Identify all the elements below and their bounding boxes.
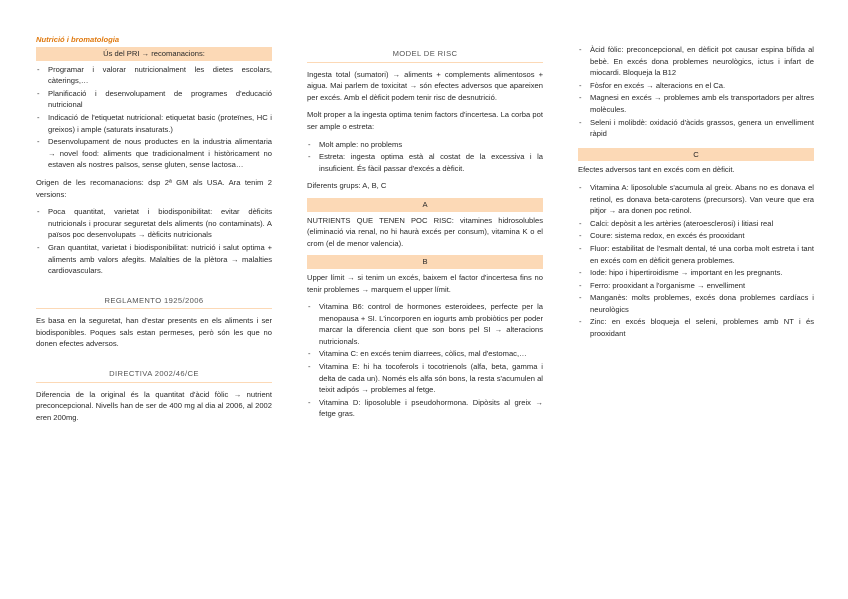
versions-list	[36, 206, 272, 277]
origin-paragraph: Origen de les recomanacions: dsp 2ª GM als USA. Ara tenim 2 versions:	[36, 177, 272, 199]
section-title-directiva: DIRECTIVA 2002/46/CE	[36, 366, 272, 383]
section-title-reglamento: REGLAMENTO 1925/2006	[36, 293, 272, 310]
list-item: - Gran quantitat, varietat i biodisponibilitat: nutrició i salut optima + aliments amb valors afegits. Malalties de la plètora → malalties cardiovasculars.	[36, 242, 272, 277]
groups-paragraph: Diferents grups: A, B, C	[307, 181, 387, 191]
list-item: - Vitamina D: liposoluble i pseudohormona. Dipòsits al greix → fetge gras.	[307, 397, 543, 420]
group-c-paragraph: Efectes adversos tant en excés com en dèficit.	[578, 165, 735, 175]
reglamento-paragraph: Es basa en la seguretat, han d'estar presents en els aliments i ser biodisponibles. Poques sals estan permeses, però són les que no donen efectes adversos.	[36, 316, 272, 349]
list-item: - Programar i valorar nutricionalment les dietes escolars, càterings,…	[36, 64, 272, 87]
list-item: - Estreta: ingesta optima està al costat de la excessiva i la insuficient. És fàcil passar d'excés a dèficit.	[307, 151, 543, 174]
group-b-list	[307, 301, 543, 420]
pri-uses-list	[36, 64, 272, 171]
list-item: - Vitamina A: liposoluble s'acumula al greix. Abans no es donava el retinol, es donava beta-carotens (precursors). Van veure que era pitjor → ara donen poc retinol.	[578, 182, 814, 217]
list-item: - Vitamina E: hi ha tocoferols i tocotrienols (alfa, beta, gamma i delta de cada un). Només els alfa són bons, la resta s'acumulen al teixit adipós → problemes al fetge.	[307, 361, 543, 396]
list-item: - Fluor: estabilitat de l'esmalt dental, té una corba molt estreta i tant en excés com en dèficit genera problemes.	[578, 243, 814, 266]
section-band-c: C	[578, 148, 814, 162]
directiva-paragraph: Diferencia de la original és la quantitat d'àcid fòlic → nutrient preconcepcional. Nivells han de ser de 400 mg al dia al 2006, al 2002 eren 200mg.	[36, 389, 272, 422]
column-3	[578, 44, 814, 346]
list-item: - Seleni i molibdè: oxidació d'àcids grassos, genera un envelliment ràpid	[578, 117, 814, 140]
list-item: - Calci: depòsit a les artèries (ateroesclerosi) i litiasi real	[578, 218, 814, 230]
list-item: - Desenvolupament de nous productes en la industria alimentaria → novel food: aliments que tradicionalment i històricament no estaven als nostres països, sense gluten, sense lactosa…	[36, 136, 272, 171]
section-title-model-risc: MODEL DE RISC	[307, 46, 543, 63]
list-item: - Indicació de l'etiquetat nutricional: etiquetat basic (proteïnes, HC i greixos) i ample (saturats insaturats.)	[36, 112, 272, 135]
group-c-list	[578, 182, 814, 340]
list-item: - Magnesi en excés → problemes amb els transportadors per altres molècules.	[578, 92, 814, 115]
list-item: - Planificació i desenvolupament de programes d'educació nutricional	[36, 88, 272, 111]
list-item: - Coure: sistema redox, en excés és prooxidant	[578, 230, 814, 242]
list-item: - Poca quantitat, varietat i biodisponibilitat: evitar dèficits nutricionals i procurar seguretat dels aliments (no contaminats). A països poc desenvolupats → dèficits nutricionals	[36, 206, 272, 241]
column-1	[36, 38, 272, 429]
list-item: - Molt ample: no problems	[307, 139, 543, 151]
section-band-pri: Ús del PRI → recomanacions:	[36, 47, 272, 61]
section-band-b: B	[307, 255, 543, 269]
list-item: - Vitamina C: en excés tenim diarrees, còlics, mal d'estomac,…	[307, 348, 543, 360]
model-paragraph-2: Molt proper a la ingesta optima tenim factors d'incertesa. La corba pot ser ample o estreta:	[307, 110, 543, 131]
group-b-paragraph: Upper límit → si tenim un excés, baixem el factor d'incertesa fins no tenir problemes → marquem el upper límit.	[307, 272, 543, 294]
list-item: - Manganès: molts problemes, excés dona problemes cardíacs i neurològics	[578, 292, 814, 315]
list-item: - Vitamina B6: control de hormones esteroidees, perfecte per la menopausa + SI. L'incorporen en iogurts amb probiòtics per poder marcar la diferencia client que son bons pel SI → alteracions nutricionals.	[307, 301, 543, 347]
group-a-paragraph: NUTRIENTS QUE TENEN POC RISC: vitamines hidrosolubles (eliminació via renal, no hi haurà excés per consum), vitamina K o el crom (el de menor valencia).	[307, 215, 543, 248]
section-band-a: A	[307, 198, 543, 212]
document-header-title: Nutrició i bromatologia	[36, 35, 120, 44]
curve-list	[307, 139, 543, 175]
model-paragraph-1: Ingesta total (sumatori) → aliments + complements alimentosos + aigua. Mai parlem de toxicitat → són efectes adversos que apareixen per excés. Amb el dèficit podem tenir risc de desnutrició.	[307, 69, 543, 102]
list-item: - Àcid fòlic: preconcepcional, en dèficit pot causar espina bífida al bebè. En excés dona problemes neurològics, ictus i infart de miocardi. Bloqueja la B12	[578, 44, 814, 79]
list-item: - Fòsfor en excés → alteracions en el Ca.	[578, 80, 814, 92]
column-2	[307, 46, 543, 426]
list-item: - Iode: hipo i hipertiroidisme → important en les pregnants.	[578, 267, 814, 279]
group-b-continued-list	[578, 44, 814, 140]
list-item: - Zinc: en excés bloqueja el seleni, problemes amb NT i és prooxidant	[578, 316, 814, 339]
list-item: - Ferro: prooxidant a l'organisme → envelliment	[578, 280, 814, 292]
